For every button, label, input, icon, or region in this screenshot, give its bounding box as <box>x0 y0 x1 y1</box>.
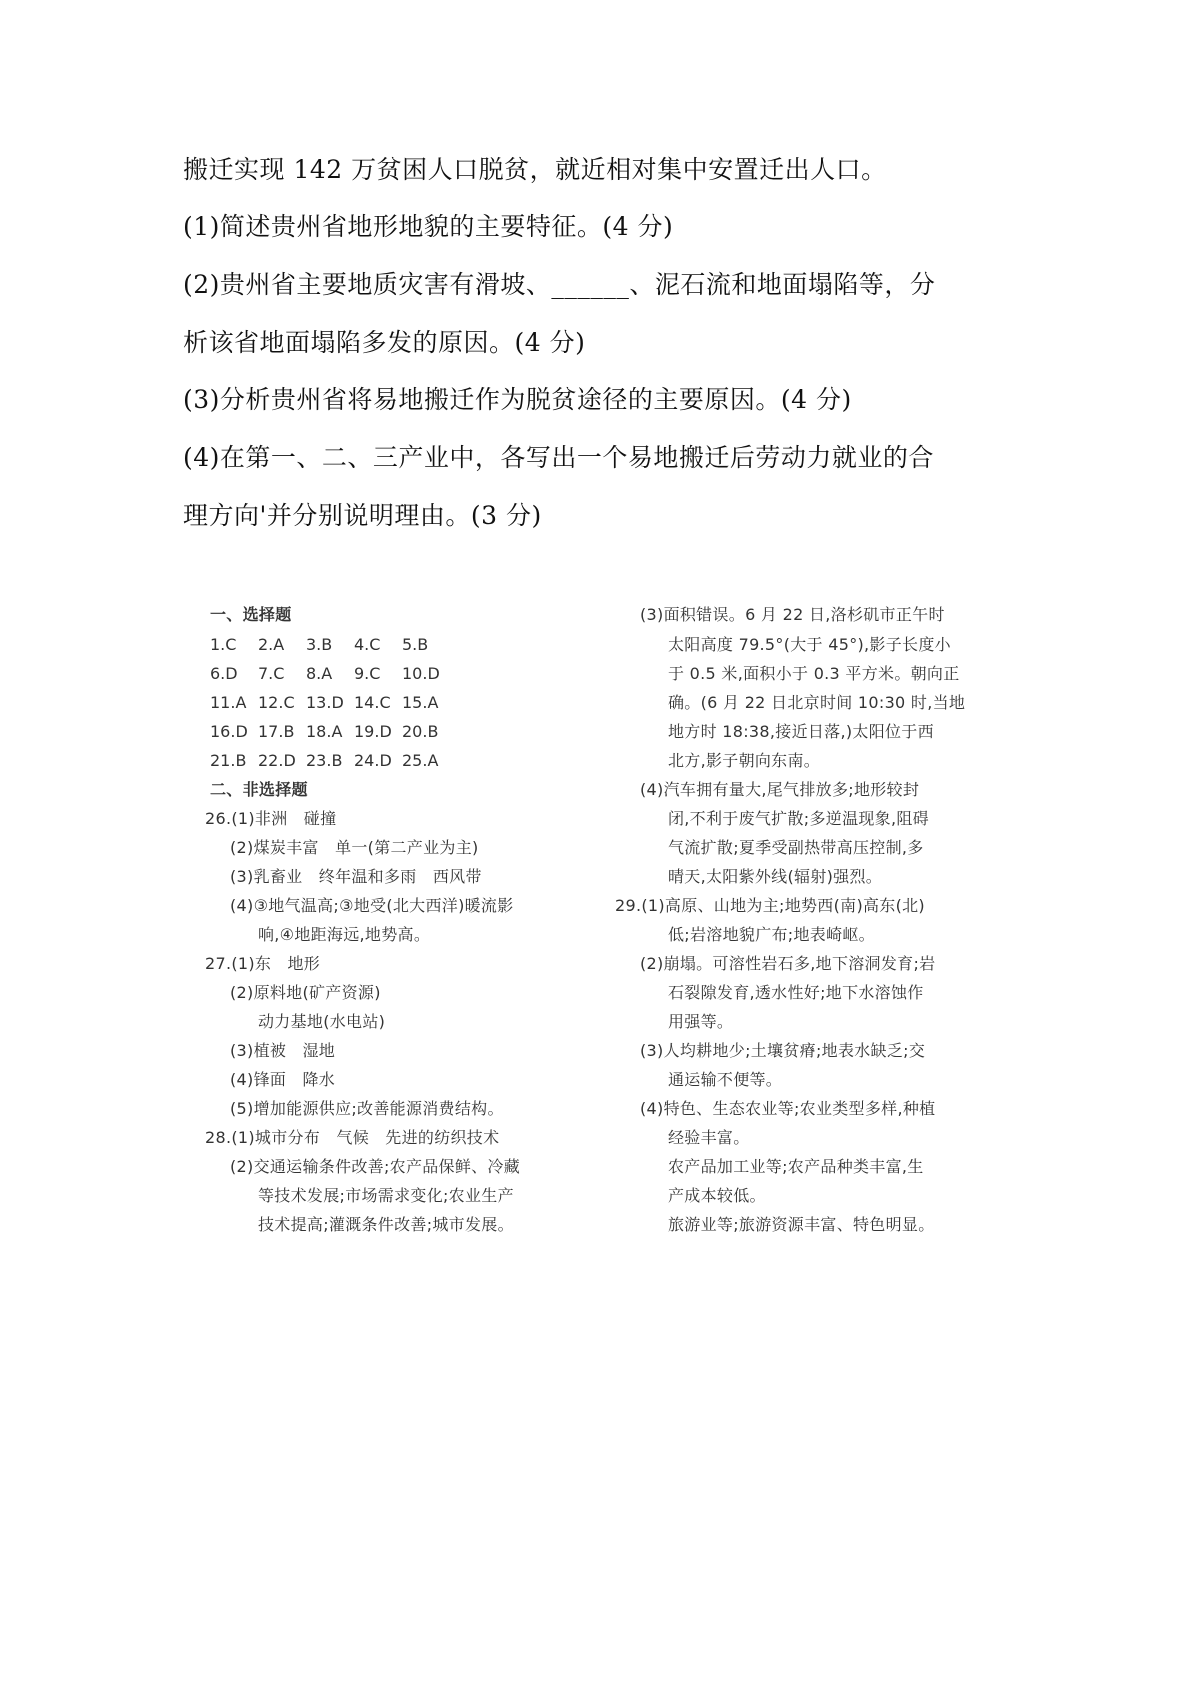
mc-answer: 10.D <box>402 664 440 683</box>
question-line-4b: 理方向'并分别说明理由。(3 分) <box>183 501 542 530</box>
answer-line: 经验丰富。 <box>668 1128 750 1147</box>
mc-answer: 13.D <box>306 693 344 712</box>
mc-answer: 11.A <box>210 693 247 712</box>
mc-answer: 6.D <box>210 664 238 683</box>
answer-line: 响,④地距海远,地势高。 <box>258 925 431 944</box>
mc-answer: 14.C <box>354 693 391 712</box>
answer-line: (4)汽车拥有量大,尾气排放多;地形较封 <box>640 780 920 799</box>
mc-answer: 25.A <box>402 751 439 770</box>
answer-line: (3)人均耕地少;土壤贫瘠;地表水缺乏;交 <box>640 1041 926 1060</box>
answer-line: 石裂隙发育,透水性好;地下水溶蚀作 <box>668 983 924 1002</box>
answer-line: (3)面积错误。6 月 22 日,洛杉矶市正午时 <box>640 605 945 624</box>
answer-line: 等技术发展;市场需求变化;农业生产 <box>258 1186 514 1205</box>
answer-line: 旅游业等;旅游资源丰富、特色明显。 <box>668 1215 935 1234</box>
answer-line: (2)煤炭丰富 单一(第二产业为主) <box>230 838 479 857</box>
mc-answer: 22.D <box>258 751 296 770</box>
answer-line: (4)锋面 降水 <box>230 1070 336 1089</box>
answer-line: 27.(1)东 地形 <box>205 954 321 973</box>
mc-answer: 7.C <box>258 664 285 683</box>
mc-answer: 23.B <box>306 751 343 770</box>
mc-answer: 3.B <box>306 635 333 654</box>
answer-line: (2)原料地(矿产资源) <box>230 983 381 1002</box>
answer-key <box>205 605 1030 1295</box>
question-line-intro: 搬迁实现 142 万贫困人口脱贫，就近相对集中安置迁出人口。 <box>183 155 887 184</box>
mc-answer: 16.D <box>210 722 248 741</box>
answer-line: 晴天,太阳紫外线(辐射)强烈。 <box>668 867 883 886</box>
answer-line: 确。(6 月 22 日北京时间 10:30 时,当地 <box>668 693 966 712</box>
mc-answer: 1.C <box>210 635 237 654</box>
answer-line: 29.(1)高原、山地为主;地势西(南)高东(北) <box>615 896 925 915</box>
answer-line: 低;岩溶地貌广布;地表崎岖。 <box>668 925 875 944</box>
mc-answer: 12.C <box>258 693 295 712</box>
mc-heading: 一、选择题 <box>210 605 292 624</box>
answer-line: 北方,影子朝向东南。 <box>668 751 821 770</box>
answer-line: 28.(1)城市分布 气候 先进的纺织技术 <box>205 1128 500 1147</box>
answer-line: (4)③地气温高;③地受(北大西洋)暖流影 <box>230 896 514 915</box>
mc-answer: 19.D <box>354 722 392 741</box>
answer-line: 动力基地(水电站) <box>258 1012 386 1031</box>
answer-line: 农产品加工业等;农产品种类丰富,生 <box>668 1157 924 1176</box>
answer-line: (3)植被 湿地 <box>230 1041 336 1060</box>
mc-answer: 5.B <box>402 635 429 654</box>
answer-line: (2)崩塌。可溶性岩石多,地下溶洞发育;岩 <box>640 954 936 973</box>
answer-line: 气流扩散;夏季受副热带高压控制,多 <box>668 838 924 857</box>
answer-line: 技术提高;灌溉条件改善;城市发展。 <box>258 1215 514 1234</box>
answer-line: 产成本较低。 <box>668 1186 766 1205</box>
question-line-1: (1)简述贵州省地形地貌的主要特征。(4 分) <box>183 212 674 241</box>
mc-answer: 9.C <box>354 664 381 683</box>
mc-answer: 21.B <box>210 751 247 770</box>
answer-line: (4)特色、生态农业等;农业类型多样,种植 <box>640 1099 936 1118</box>
mc-answer: 20.B <box>402 722 439 741</box>
question-line-2b: 析该省地面塌陷多发的原因。(4 分) <box>183 328 586 357</box>
mc-answer: 18.A <box>306 722 343 741</box>
mc-answer: 17.B <box>258 722 295 741</box>
question-line-2a: (2)贵州省主要地质灾害有滑坡、______、泥石流和地面塌陷等，分 <box>183 270 936 299</box>
question-line-3: (3)分析贵州省将易地搬迁作为脱贫途径的主要原因。(4 分) <box>183 385 852 414</box>
answer-line: 通运输不便等。 <box>668 1070 783 1089</box>
question-line-4a: (4)在第一、二、三产业中，各写出一个易地搬迁后劳动力就业的合 <box>183 443 934 472</box>
answer-line: 用强等。 <box>668 1012 734 1031</box>
mc-answer: 24.D <box>354 751 392 770</box>
non-mc-heading: 二、非选择题 <box>210 780 308 799</box>
answer-line: 地方时 18:38,接近日落,)太阳位于西 <box>668 722 934 741</box>
answer-line: 太阳高度 79.5°(大于 45°),影子长度小 <box>668 635 951 654</box>
answer-line: 于 0.5 米,面积小于 0.3 平方米。朝向正 <box>668 664 960 683</box>
answer-line: (2)交通运输条件改善;农产品保鲜、冷藏 <box>230 1157 521 1176</box>
mc-answer: 2.A <box>258 635 285 654</box>
answer-line: 26.(1)非洲 碰撞 <box>205 809 337 828</box>
mc-answer: 15.A <box>402 693 439 712</box>
mc-answer: 8.A <box>306 664 333 683</box>
answer-line: 闭,不利于废气扩散;多逆温现象,阻碍 <box>668 809 929 828</box>
mc-answer: 4.C <box>354 635 381 654</box>
answer-line: (3)乳畜业 终年温和多雨 西风带 <box>230 867 482 886</box>
answer-line: (5)增加能源供应;改善能源消费结构。 <box>230 1099 504 1118</box>
